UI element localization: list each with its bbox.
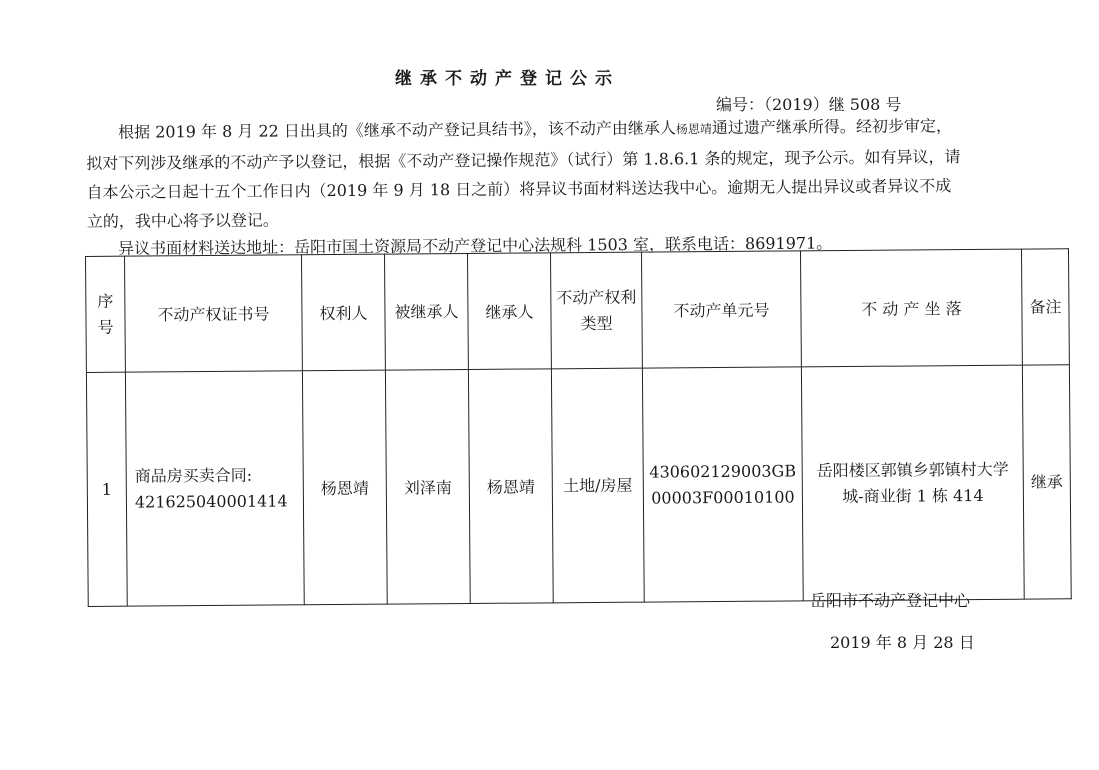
cert-no-line1: 商品房买卖合同: (134, 465, 253, 486)
objection-address: 异议书面材料送达地址：岳阳市国土资源局不动产登记中心法规科 1503 室，联系电话：8691971。 (118, 233, 833, 258)
header-remark: 备注 (1021, 249, 1069, 365)
heir-name-inline: 杨恩靖 (675, 122, 712, 137)
notice-rest: 经初步审定， 拟对下列涉及继承的不动产予以登记，根据《不动产登记操作规范》（试行）第 1.8.6.1 条的规定，现予公示。如有异议，请自本公示之日起十五个工作日内（2019 年 9 月 18 日之前）将异议书面材料送达我中心。逾期无人提出异议或者异议不成立的，我中心将予以登记。 (86, 116, 961, 231)
property-table (85, 248, 1072, 607)
cell-seq: 1 (86, 372, 127, 606)
issue-date: 2019 年 8 月 28 日 (830, 633, 975, 652)
header-heir: 继承人 (467, 253, 551, 370)
property-table-wrapper (85, 248, 1072, 607)
header-decedent: 被继承人 (384, 253, 468, 370)
header-right-type: 不动产权利类型 (550, 252, 642, 369)
cell-right-holder: 杨恩靖 (302, 370, 387, 605)
table-header-row (86, 249, 1070, 373)
header-unit-no: 不动产单元号 (641, 251, 801, 368)
notice-paragraph (86, 111, 967, 236)
notice-text (86, 111, 967, 236)
header-seq: 序号 (86, 256, 126, 372)
issuing-organization: 岳阳市不动产登记中心 (810, 591, 971, 610)
document-title: 继承不动产登记公示 (395, 69, 620, 89)
header-cert-no: 不动产权证书号 (125, 255, 303, 372)
cell-heir: 杨恩靖 (468, 369, 553, 604)
header-location: 不 动 产 坐 落 (800, 249, 1022, 367)
cell-right-type: 土地/房屋 (551, 368, 644, 603)
cert-no-line2: 421625040001414 (134, 490, 288, 512)
document-number: 编号：（2019）继 508 号 (716, 95, 902, 114)
cell-decedent: 刘泽南 (385, 369, 470, 604)
cell-cert-no (125, 371, 304, 606)
header-right-holder: 权利人 (301, 254, 385, 371)
cell-remark: 继承 (1022, 365, 1071, 599)
notice-line1-end: 通过遗产继承所得。 (711, 116, 856, 138)
table-row (86, 365, 1071, 607)
cell-unit-no: 430602129003GB00003F00010100 (642, 367, 803, 602)
cell-location: 岳阳楼区郭镇乡郭镇村大学城-商业街 1 栋 414 (801, 365, 1024, 601)
notice-line1-start: 根据 2019 年 8 月 22 日出具的《继承不动产登记具结书》，该不动产由继承人 (118, 118, 676, 142)
